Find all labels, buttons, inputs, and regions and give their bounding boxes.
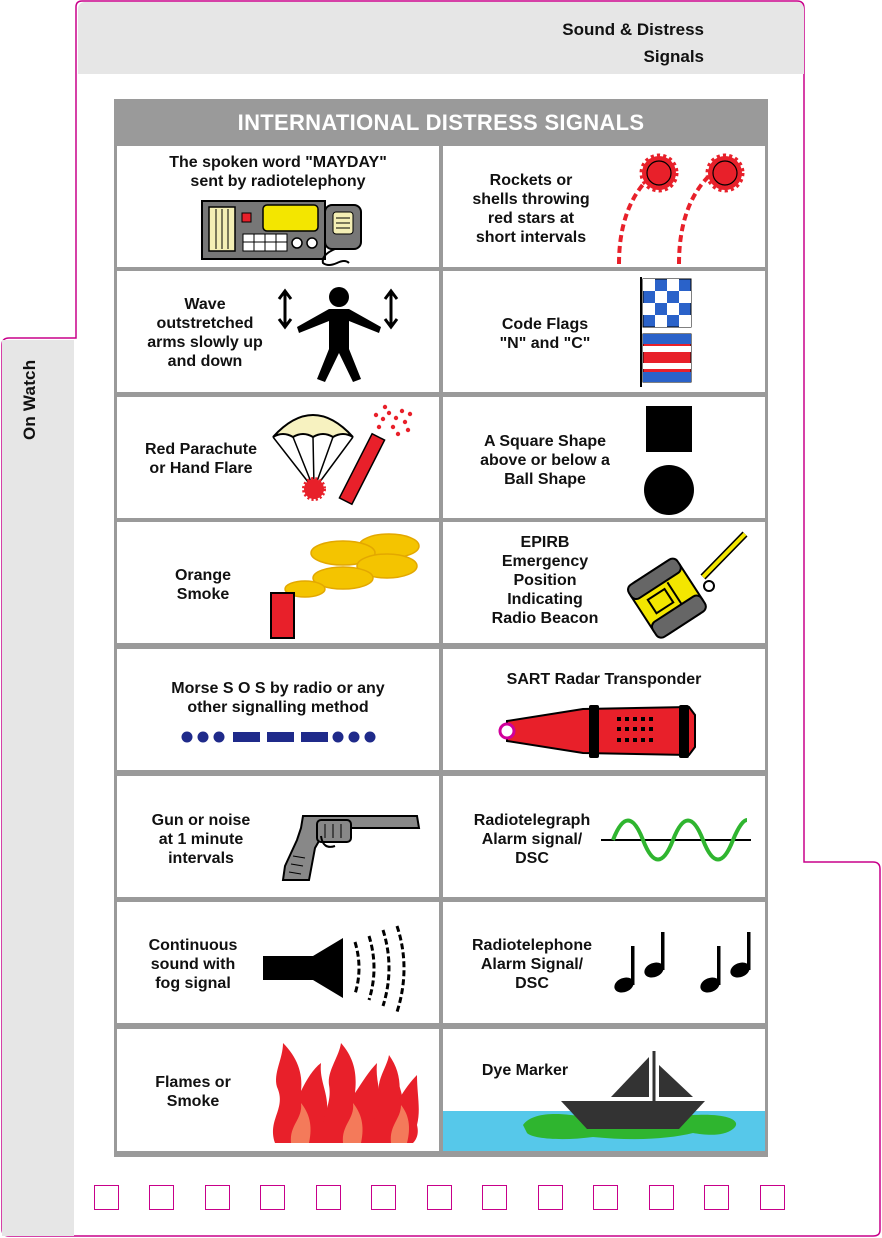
waving-person-icon: [117, 271, 439, 392]
cell-radiotelegraph: [443, 776, 765, 897]
checkbox[interactable]: [94, 1185, 119, 1210]
flames-icon: [117, 1029, 439, 1151]
cell-fog-signal: [117, 902, 439, 1023]
orange-smoke-icon: [117, 522, 439, 643]
cell-text: Radiotelephone Alarm Signal/ DSC: [471, 937, 592, 992]
cell-wave-arms: [117, 271, 439, 392]
parachute-flare-icon: [117, 397, 439, 518]
side-tab: [2, 340, 74, 1236]
checkbox[interactable]: [316, 1185, 341, 1210]
cell-radiotelephone-alarm: [443, 902, 765, 1023]
header-band: [78, 2, 804, 74]
checkbox[interactable]: [260, 1185, 285, 1210]
checkbox[interactable]: [649, 1185, 674, 1210]
cell-orange-smoke: [117, 522, 439, 643]
checkbox[interactable]: [593, 1185, 618, 1210]
sart-icon: [443, 649, 765, 770]
cell-morse-sos: [117, 649, 439, 770]
cell-text: Orange Smoke: [174, 567, 231, 603]
cell-square-ball: [443, 397, 765, 518]
cell-flames: [117, 1029, 439, 1151]
square-ball-icon: [443, 397, 765, 518]
cell-parachute-flare: [117, 397, 439, 518]
cell-text: Rockets or shells throwing red stars at short intervals: [472, 172, 590, 246]
cell-text: Dye Marker: [481, 1062, 569, 1079]
boat-dye-icon: [443, 1029, 765, 1151]
music-notes-icon: [443, 902, 765, 1023]
cell-text: Code Flags "N" and "C": [499, 316, 591, 352]
checkbox-row: [94, 1185, 794, 1213]
code-flags-icon: [443, 271, 765, 392]
cell-code-flags: [443, 271, 765, 392]
section-title-line2: Signals: [643, 47, 704, 66]
checkbox[interactable]: [427, 1185, 452, 1210]
rockets-icon: [443, 146, 765, 267]
fog-horn-icon: [117, 902, 439, 1023]
table-title: INTERNATIONAL DISTRESS SIGNALS: [237, 110, 645, 135]
morse-sos-icon: [117, 649, 439, 770]
checkbox[interactable]: [371, 1185, 396, 1210]
cell-sart: [443, 649, 765, 770]
cell-text: Wave outstretched arms slowly up and down: [147, 296, 263, 370]
cell-text: Gun or noise at 1 minute intervals: [151, 812, 251, 867]
cell-dye-marker: [443, 1029, 765, 1151]
distress-signals-table: [114, 99, 768, 1157]
section-title: [504, 16, 704, 70]
checkbox[interactable]: [149, 1185, 174, 1210]
cell-text: Red Parachute or Hand Flare: [144, 441, 258, 477]
cell-text: Continuous sound with fog signal: [148, 937, 238, 992]
side-tab-label: On Watch: [20, 359, 39, 440]
section-title-line1: Sound & Distress: [562, 20, 704, 39]
cell-text: Morse S O S by radio or any other signalling method: [171, 680, 385, 716]
checkbox[interactable]: [704, 1185, 729, 1210]
sine-wave-icon: [443, 776, 765, 897]
checkbox[interactable]: [482, 1185, 507, 1210]
cell-gun: [117, 776, 439, 897]
cell-rockets: [443, 146, 765, 267]
epirb-icon: [443, 522, 765, 643]
cell-text: Radiotelegraph Alarm signal/ DSC: [473, 812, 591, 867]
checkbox[interactable]: [205, 1185, 230, 1210]
flag-n-icon: [643, 279, 691, 327]
cell-text: EPIRB Emergency Position Indicating Radio Beacon: [491, 534, 599, 627]
cell-text: A Square Shape above or below a Ball Shape: [480, 433, 610, 488]
checkbox[interactable]: [538, 1185, 563, 1210]
cell-text: Flames or Smoke: [155, 1074, 231, 1110]
cell-text: SART Radar Transponder: [506, 671, 702, 688]
cell-mayday: [117, 146, 439, 267]
radio-icon: [117, 146, 439, 267]
cell-epirb: [443, 522, 765, 643]
cell-text: The spoken word "MAYDAY" sent by radiotelephony: [169, 154, 387, 190]
gun-icon: [117, 776, 439, 897]
flag-c-icon: [643, 334, 691, 382]
checkbox[interactable]: [760, 1185, 785, 1210]
